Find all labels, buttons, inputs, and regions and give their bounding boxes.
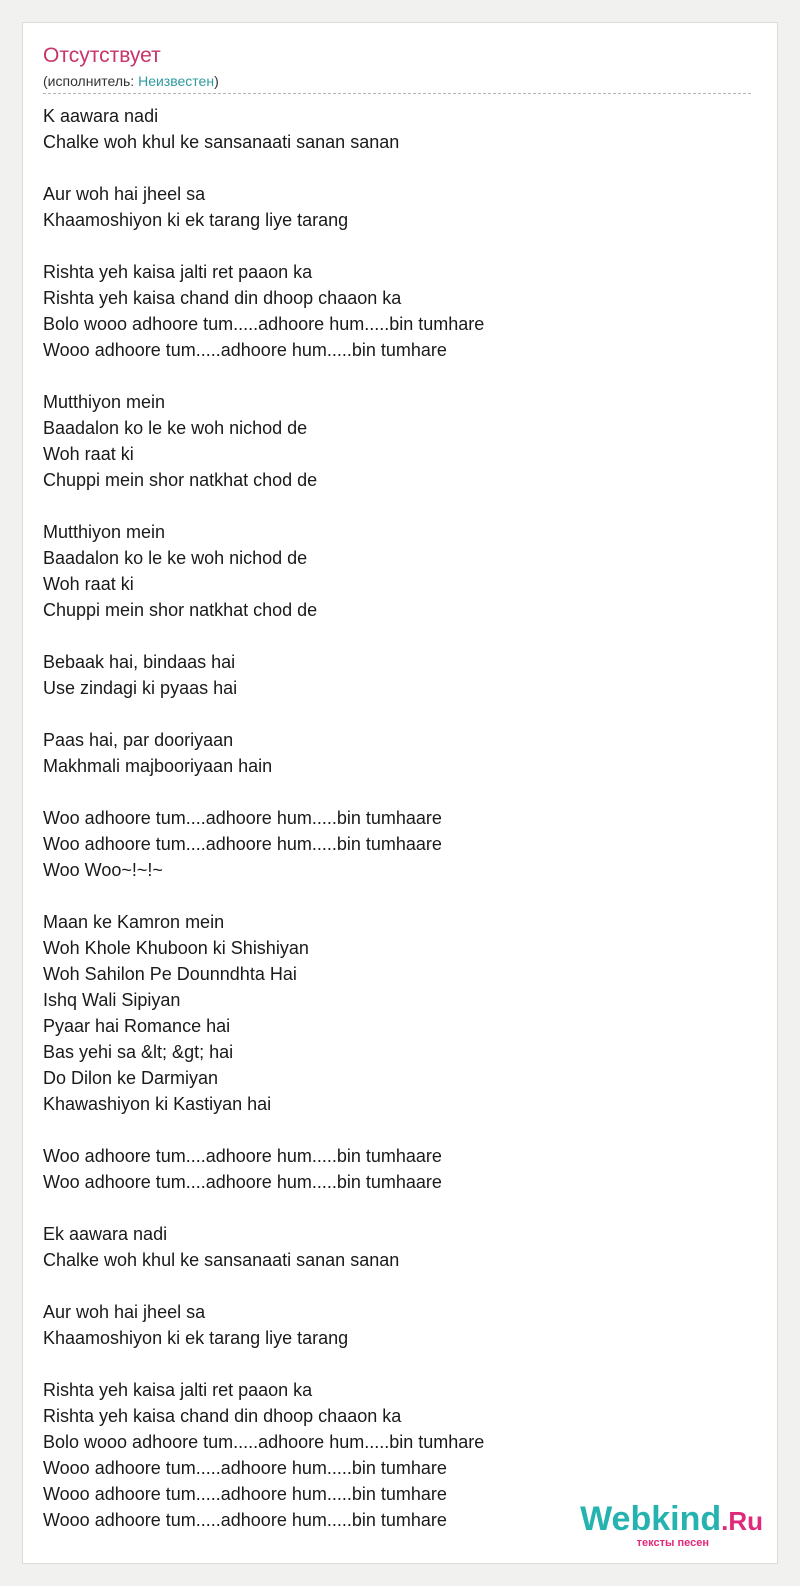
lyric-line: Wooo adhoore tum.....adhoore hum.....bin tumhare: [43, 1458, 447, 1478]
lyric-line: Khawashiyon ki Kastiyan hai: [43, 1094, 272, 1114]
lyric-line: Mutthiyon mein: [43, 522, 166, 542]
lyrics-stanza: [43, 259, 743, 363]
lyric-line: Woo Woo~!~!~: [43, 860, 163, 880]
lyric-line: Chalke woh khul ke sansanaati sanan sanan: [43, 132, 400, 152]
artist-link[interactable]: Неизвестен: [138, 73, 215, 89]
site-logo: [573, 1499, 763, 1555]
lyric-line: K aawara nadi: [43, 106, 159, 126]
logo-wordmark: [580, 1499, 763, 1541]
artist-prefix: (исполнитель:: [43, 73, 139, 89]
lyric-line: Woo adhoore tum....adhoore hum.....bin tumhaare: [43, 834, 442, 854]
lyric-line: Do Dilon ke Darmiyan: [43, 1068, 219, 1088]
logo-tld: .Ru: [721, 1506, 763, 1536]
lyric-line: Woh Khole Khuboon ki Shishiyan: [43, 938, 309, 958]
lyric-line: Chalke woh khul ke sansanaati sanan sanan: [43, 1250, 400, 1270]
logo-brand: Webkind: [580, 1500, 722, 1538]
lyrics-stanza: [43, 805, 743, 883]
lyric-line: Baadalon ko le ke woh nichod de: [43, 418, 308, 438]
lyrics-body: [43, 103, 743, 1559]
lyric-line: Woh raat ki: [43, 444, 134, 464]
lyric-line: Khaamoshiyon ki ek tarang liye tarang: [43, 210, 349, 230]
lyric-line: Rishta yeh kaisa jalti ret paaon ka: [43, 262, 313, 282]
lyric-line: Makhmali majbooriyaan hain: [43, 756, 273, 776]
lyric-line: Paas hai, par dooriyaan: [43, 730, 234, 750]
lyric-line: Khaamoshiyon ki ek tarang liye tarang: [43, 1328, 349, 1348]
lyric-line: Chuppi mein shor natkhat chod de: [43, 600, 318, 620]
lyric-line: Woh Sahilon Pe Dounndhta Hai: [43, 964, 297, 984]
lyrics-stanza: [43, 181, 743, 233]
lyrics-stanza: [43, 1143, 743, 1195]
artist-suffix: ): [214, 73, 219, 89]
song-title: Отсутствует: [43, 44, 161, 67]
lyrics-stanza: [43, 1221, 743, 1273]
lyric-line: Woh raat ki: [43, 574, 134, 594]
lyric-line: Bolo wooo adhoore tum.....adhoore hum.....bin tumhare: [43, 314, 485, 334]
logo-tagline: тексты песен: [636, 1537, 709, 1549]
lyrics-stanza: [43, 909, 743, 1117]
lyric-line: Aur woh hai jheel sa: [43, 184, 206, 204]
lyrics-stanza: [43, 519, 743, 623]
lyric-line: Woo adhoore tum....adhoore hum.....bin tumhaare: [43, 1146, 442, 1166]
lyric-line: Wooo adhoore tum.....adhoore hum.....bin tumhare: [43, 1484, 447, 1504]
lyric-line: Woo adhoore tum....adhoore hum.....bin tumhaare: [43, 808, 442, 828]
lyrics-stanza: [43, 389, 743, 493]
lyric-line: Chuppi mein shor natkhat chod de: [43, 470, 318, 490]
lyric-line: Mutthiyon mein: [43, 392, 166, 412]
lyric-line: Bas yehi sa &lt; &gt; hai: [43, 1042, 234, 1062]
lyrics-stanza: [43, 727, 743, 779]
divider: [43, 93, 751, 94]
lyric-line: Rishta yeh kaisa chand din dhoop chaaon ka: [43, 288, 402, 308]
artist-line: [43, 72, 219, 90]
lyric-line: Wooo adhoore tum.....adhoore hum.....bin tumhare: [43, 1510, 447, 1530]
lyric-line: Bolo wooo adhoore tum.....adhoore hum.....bin tumhare: [43, 1432, 485, 1452]
lyric-line: Rishta yeh kaisa jalti ret paaon ka: [43, 1380, 313, 1400]
lyric-line: Pyaar hai Romance hai: [43, 1016, 231, 1036]
lyric-line: Aur woh hai jheel sa: [43, 1302, 206, 1322]
lyric-line: Wooo adhoore tum.....adhoore hum.....bin tumhare: [43, 340, 447, 360]
lyrics-stanza: [43, 1299, 743, 1351]
lyric-line: Maan ke Kamron mein: [43, 912, 225, 932]
lyrics-stanza: [43, 649, 743, 701]
lyric-line: Ek aawara nadi: [43, 1224, 168, 1244]
lyric-line: Woo adhoore tum....adhoore hum.....bin tumhaare: [43, 1172, 442, 1192]
lyric-line: Rishta yeh kaisa chand din dhoop chaaon ka: [43, 1406, 402, 1426]
lyric-line: Use zindagi ki pyaas hai: [43, 678, 238, 698]
lyrics-card: [22, 22, 778, 1564]
lyric-line: Bebaak hai, bindaas hai: [43, 652, 236, 672]
lyrics-stanza: [43, 103, 743, 155]
lyric-line: Ishq Wali Sipiyan: [43, 990, 181, 1010]
lyric-line: Baadalon ko le ke woh nichod de: [43, 548, 308, 568]
